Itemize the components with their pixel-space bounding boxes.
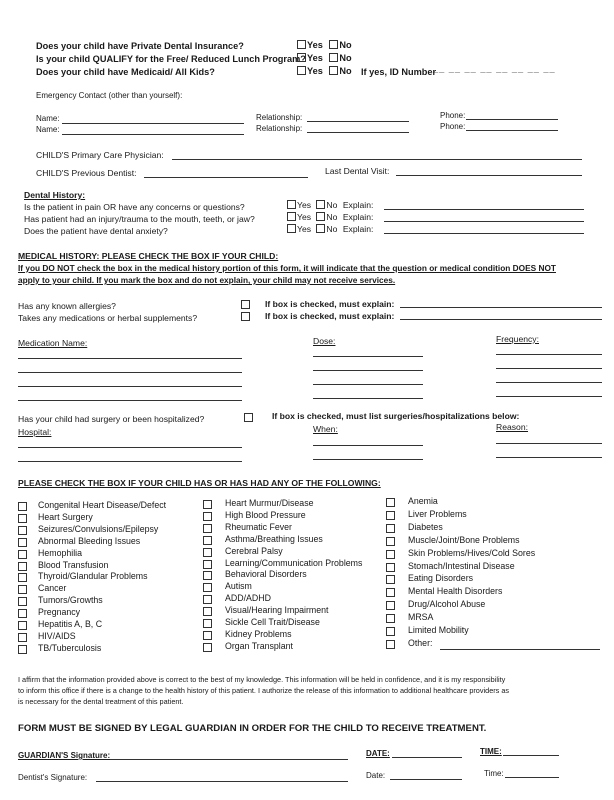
medications-checkbox[interactable] (241, 312, 250, 321)
other-condition-field[interactable] (440, 649, 600, 650)
dental-q3: Does the patient have dental anxiety? (24, 226, 168, 236)
guardian-signature-field[interactable] (110, 759, 348, 760)
condition-checkbox[interactable] (18, 633, 27, 642)
guardian-date-field[interactable] (392, 757, 462, 758)
dentist-date-field[interactable] (390, 779, 462, 780)
condition-label: Eating Disorders (408, 573, 474, 584)
insurance-yes-no-2: Yes No (297, 53, 352, 63)
condition-checkbox[interactable] (203, 643, 212, 652)
condition-label: Tumors/Growths (38, 595, 103, 606)
medication-name-field-2[interactable] (18, 372, 242, 373)
conditions-title: PLEASE CHECK THE BOX IF YOUR CHILD HAS OR HAS HAD ANY OF THE FOLLOWING: (18, 478, 381, 488)
dental-q1: Is the patient in pain OR have any concerns or questions? (24, 202, 245, 212)
dental-explain-field-3[interactable] (384, 233, 584, 234)
when-header: When: (313, 424, 338, 434)
condition-label: HIV/AIDS (38, 630, 76, 641)
guardian-time-label: TIME: (480, 747, 502, 756)
hospital-field-2[interactable] (18, 461, 242, 462)
condition-checkbox[interactable] (203, 524, 212, 533)
condition-label: Anemia (408, 496, 438, 506)
condition-checkbox[interactable] (203, 512, 212, 521)
condition-label: Cancer (38, 583, 67, 594)
dental-q2-no-checkbox[interactable] (316, 212, 325, 221)
hospital-field-1[interactable] (18, 447, 242, 448)
insurance-yes-no-1: Yes No (297, 40, 352, 50)
allergies-question: Has any known allergies? (18, 301, 116, 311)
condition-checkbox[interactable] (386, 601, 395, 610)
dentist-time-field[interactable] (505, 777, 559, 778)
dental-q1-no-checkbox[interactable] (316, 200, 325, 209)
reason-header: Reason: (496, 422, 529, 432)
condition-label: TB/Tuberculosis (38, 642, 102, 653)
dental-explain-field-2[interactable] (384, 221, 584, 222)
medicaid-question: Does your child have Medicaid/ All Kids? (36, 67, 215, 77)
allergies-explain-field[interactable] (400, 307, 602, 308)
medication-name-field-3[interactable] (18, 386, 242, 387)
insurance-yes-checkbox[interactable] (297, 40, 306, 49)
condition-label: Behavioral Disorders (225, 569, 307, 580)
condition-label: Autism (225, 581, 252, 592)
medication-name-header: Medication Name: (18, 338, 88, 348)
condition-checkbox[interactable] (386, 588, 395, 597)
dose-field-1[interactable] (313, 356, 423, 357)
condition-checkbox[interactable] (18, 562, 27, 571)
lunch-program-question: Is your child QUALIFY for the Free/ Reduced Lunch Program? (36, 54, 306, 64)
condition-label: Pregnancy (38, 607, 81, 618)
condition-label: Abnormal Bleeding Issues (38, 535, 141, 546)
frequency-field-1[interactable] (496, 354, 602, 355)
reason-field-1[interactable] (496, 443, 602, 444)
insurance-no-checkbox[interactable] (329, 40, 338, 49)
condition-checkbox[interactable] (203, 536, 212, 545)
dental-explain-field-1[interactable] (384, 209, 584, 210)
condition-checkbox[interactable] (386, 614, 395, 623)
guardian-time-field[interactable] (503, 755, 559, 756)
signature-notice: FORM MUST BE SIGNED BY LEGAL GUARDIAN IN ORDER FOR THE CHILD TO RECEIVE TREATMENT. (18, 723, 487, 734)
medication-name-field-1[interactable] (18, 358, 242, 359)
condition-checkbox[interactable] (386, 511, 395, 520)
condition-label: Limited Mobility (408, 625, 469, 635)
condition-label: Rheumatic Fever (225, 521, 292, 532)
condition-label: Kidney Problems (225, 628, 292, 639)
condition-checkbox[interactable] (18, 621, 27, 630)
emergency-relationship-label-2: Relationship: (256, 124, 303, 133)
condition-label: High Blood Pressure (225, 509, 306, 520)
insurance-yes-no-3: Yes No (297, 66, 352, 76)
medical-history-title: MEDICAL HISTORY: PLEASE CHECK THE BOX IF YOUR CHILD: (18, 251, 279, 261)
medical-warning-line-2: apply to your child. If you mark the box and do not explain, your child may not receive services. (18, 275, 396, 285)
condition-checkbox[interactable] (386, 524, 395, 533)
frequency-field-4[interactable] (496, 396, 602, 397)
guardian-date-label: DATE: (366, 749, 390, 758)
dose-header: Dose: (313, 336, 336, 346)
medication-name-field-4[interactable] (18, 400, 242, 401)
condition-checkbox[interactable] (203, 583, 212, 592)
condition-checkbox[interactable] (386, 627, 395, 636)
affirm-line-3: is necessary for the dental treatment of this patient. (18, 697, 184, 706)
condition-checkbox[interactable] (203, 500, 212, 509)
condition-label: Diabetes (408, 521, 443, 532)
surgery-checkbox[interactable] (244, 413, 253, 422)
condition-checkbox[interactable] (18, 609, 27, 618)
condition-checkbox[interactable] (18, 550, 27, 559)
dental-q2: Has patient had an injury/trauma to the mouth, teeth, or jaw? (24, 214, 255, 224)
condition-checkbox[interactable] (18, 585, 27, 594)
dental-q2-yes-checkbox[interactable] (287, 212, 296, 221)
condition-label: Mental Health Disorders (408, 586, 503, 597)
condition-label: Blood Transfusion (38, 559, 109, 570)
emergency-phone-field-2[interactable] (466, 130, 558, 131)
condition-label: Visual/Hearing Impairment (225, 605, 329, 616)
condition-label: Drug/Alcohol Abuse (408, 599, 486, 610)
condition-checkbox[interactable] (18, 597, 27, 606)
previous-dentist-label: CHILD'S Previous Dentist: (36, 168, 137, 178)
medicaid-no-checkbox[interactable] (329, 66, 338, 75)
emergency-relationship-field-2[interactable] (307, 132, 409, 133)
private-insurance-question: Does your child have Private Dental Insurance? (36, 41, 244, 51)
dentist-date-label: Date: (366, 771, 386, 780)
affirm-line-2: to inform this office if there is a change to the health history of this patient. I authorize the release of this information to additional healthcare providers as (18, 686, 510, 695)
emergency-phone-field-1[interactable] (466, 119, 558, 120)
lunch-yes-checkbox[interactable] (297, 53, 306, 62)
condition-label: Seizures/Convulsions/Epilepsy (38, 523, 159, 534)
reason-field-2[interactable] (496, 457, 602, 458)
surgery-question: Has your child had surgery or been hospitalized? (18, 414, 205, 424)
emergency-name-label-2: Name: (36, 125, 60, 134)
condition-checkbox[interactable] (203, 595, 212, 604)
dental-yes-no-1: Yes No Explain: (287, 200, 373, 210)
emergency-name-field-2[interactable] (62, 134, 244, 135)
dental-yes-no-3: Yes No Explain: (287, 224, 373, 234)
condition-checkbox[interactable] (18, 645, 27, 654)
condition-label: Learning/Communication Problems (225, 557, 363, 568)
condition-label: Hemophilia (38, 547, 83, 558)
primary-physician-field[interactable] (172, 159, 582, 160)
primary-physician-label: CHILD'S Primary Care Physician: (36, 150, 164, 160)
previous-dentist-field[interactable] (144, 177, 308, 178)
condition-label: Other: (408, 637, 433, 648)
condition-label: Thyroid/Glandular Problems (38, 571, 148, 582)
condition-checkbox[interactable] (386, 640, 395, 649)
condition-checkbox[interactable] (203, 548, 212, 557)
condition-checkbox[interactable] (203, 571, 212, 580)
last-visit-field[interactable] (396, 175, 582, 176)
emergency-phone-label-2: Phone: (440, 122, 466, 131)
condition-checkbox[interactable] (18, 514, 27, 523)
frequency-field-2[interactable] (496, 368, 602, 369)
dental-q3-yes-checkbox[interactable] (287, 224, 296, 233)
condition-checkbox[interactable] (203, 619, 212, 628)
condition-label: Liver Problems (408, 508, 467, 519)
dentist-signature-label: Dentist's Signature: (18, 773, 88, 782)
emergency-contact-title: Emergency Contact (other than yourself): (36, 91, 183, 100)
emergency-phone-label-1: Phone: (440, 111, 466, 120)
surgery-explain-label: If box is checked, must list surgeries/hospitalizations below: (272, 411, 520, 421)
condition-label: Congenital Heart Disease/Defect (38, 500, 167, 510)
medicaid-yes-checkbox[interactable] (297, 66, 306, 75)
when-field-2[interactable] (313, 459, 423, 460)
dental-history-title: Dental History: (24, 190, 86, 200)
dental-q3-no-checkbox[interactable] (316, 224, 325, 233)
condition-checkbox[interactable] (386, 537, 395, 546)
condition-label: MRSA (408, 612, 434, 623)
dose-field-2[interactable] (313, 370, 423, 371)
condition-label: Heart Murmur/Disease (225, 498, 314, 508)
guardian-signature-label: GUARDIAN'S Signature: (18, 751, 111, 760)
dental-yes-no-2: Yes No Explain: (287, 212, 373, 222)
id-number-label: If yes, ID Number (361, 67, 437, 77)
condition-label: Heart Surgery (38, 511, 93, 522)
condition-checkbox[interactable] (18, 526, 27, 535)
condition-label: Asthma/Breathing Issues (225, 533, 323, 544)
dose-field-3[interactable] (313, 384, 423, 385)
dose-field-4[interactable] (313, 398, 423, 399)
last-visit-label: Last Dental Visit: (325, 166, 390, 176)
condition-label: Stomach/Intestinal Disease (408, 560, 515, 571)
dental-q1-yes-checkbox[interactable] (287, 200, 296, 209)
frequency-header: Frequency: (496, 334, 539, 344)
condition-label: Organ Transplant (225, 640, 293, 651)
hospital-header: Hospital: (18, 427, 52, 437)
condition-checkbox[interactable] (203, 607, 212, 616)
medications-explain-label: If box is checked, must explain: (265, 311, 395, 321)
id-number-field[interactable]: __ __ __ __ __ __ __ __ (433, 64, 556, 74)
medical-warning-line-1: If you DO NOT check the box in the medical history portion of this form, it will indicate that the question or medical condition DOES NOT (18, 263, 556, 273)
lunch-no-checkbox[interactable] (329, 53, 338, 62)
condition-checkbox[interactable] (386, 563, 395, 572)
emergency-relationship-label-1: Relationship: (256, 113, 303, 122)
when-field-1[interactable] (313, 445, 423, 446)
condition-checkbox[interactable] (18, 538, 27, 547)
dentist-signature-field[interactable] (96, 781, 348, 782)
medications-question: Takes any medications or herbal supplements? (18, 313, 198, 323)
condition-label: Skin Problems/Hives/Cold Sores (408, 547, 536, 558)
affirm-line-1: I affirm that the information provided above is correct to the best of my knowledge. This information will be held in confidence, and it is my responsibility (18, 675, 506, 684)
condition-label: Hepatitis A, B, C (38, 619, 103, 629)
condition-label: Cerebral Palsy (225, 545, 283, 556)
emergency-relationship-field-1[interactable] (307, 121, 409, 122)
condition-checkbox[interactable] (18, 573, 27, 582)
condition-checkbox[interactable] (203, 631, 212, 640)
medications-explain-field[interactable] (400, 319, 602, 320)
condition-checkbox[interactable] (203, 560, 212, 569)
condition-checkbox[interactable] (386, 575, 395, 584)
frequency-field-3[interactable] (496, 382, 602, 383)
emergency-name-label-1: Name: (36, 114, 60, 123)
condition-checkbox[interactable] (18, 502, 27, 511)
condition-label: Sickle Cell Trait/Disease (225, 617, 320, 627)
dentist-time-label: Time: (484, 769, 504, 778)
condition-checkbox[interactable] (386, 550, 395, 559)
emergency-name-field-1[interactable] (62, 123, 244, 124)
condition-label: ADD/ADHD (225, 593, 271, 604)
condition-label: Muscle/Joint/Bone Problems (408, 534, 520, 545)
allergies-explain-label: If box is checked, must explain: (265, 299, 395, 309)
allergies-checkbox[interactable] (241, 300, 250, 309)
condition-checkbox[interactable] (386, 498, 395, 507)
